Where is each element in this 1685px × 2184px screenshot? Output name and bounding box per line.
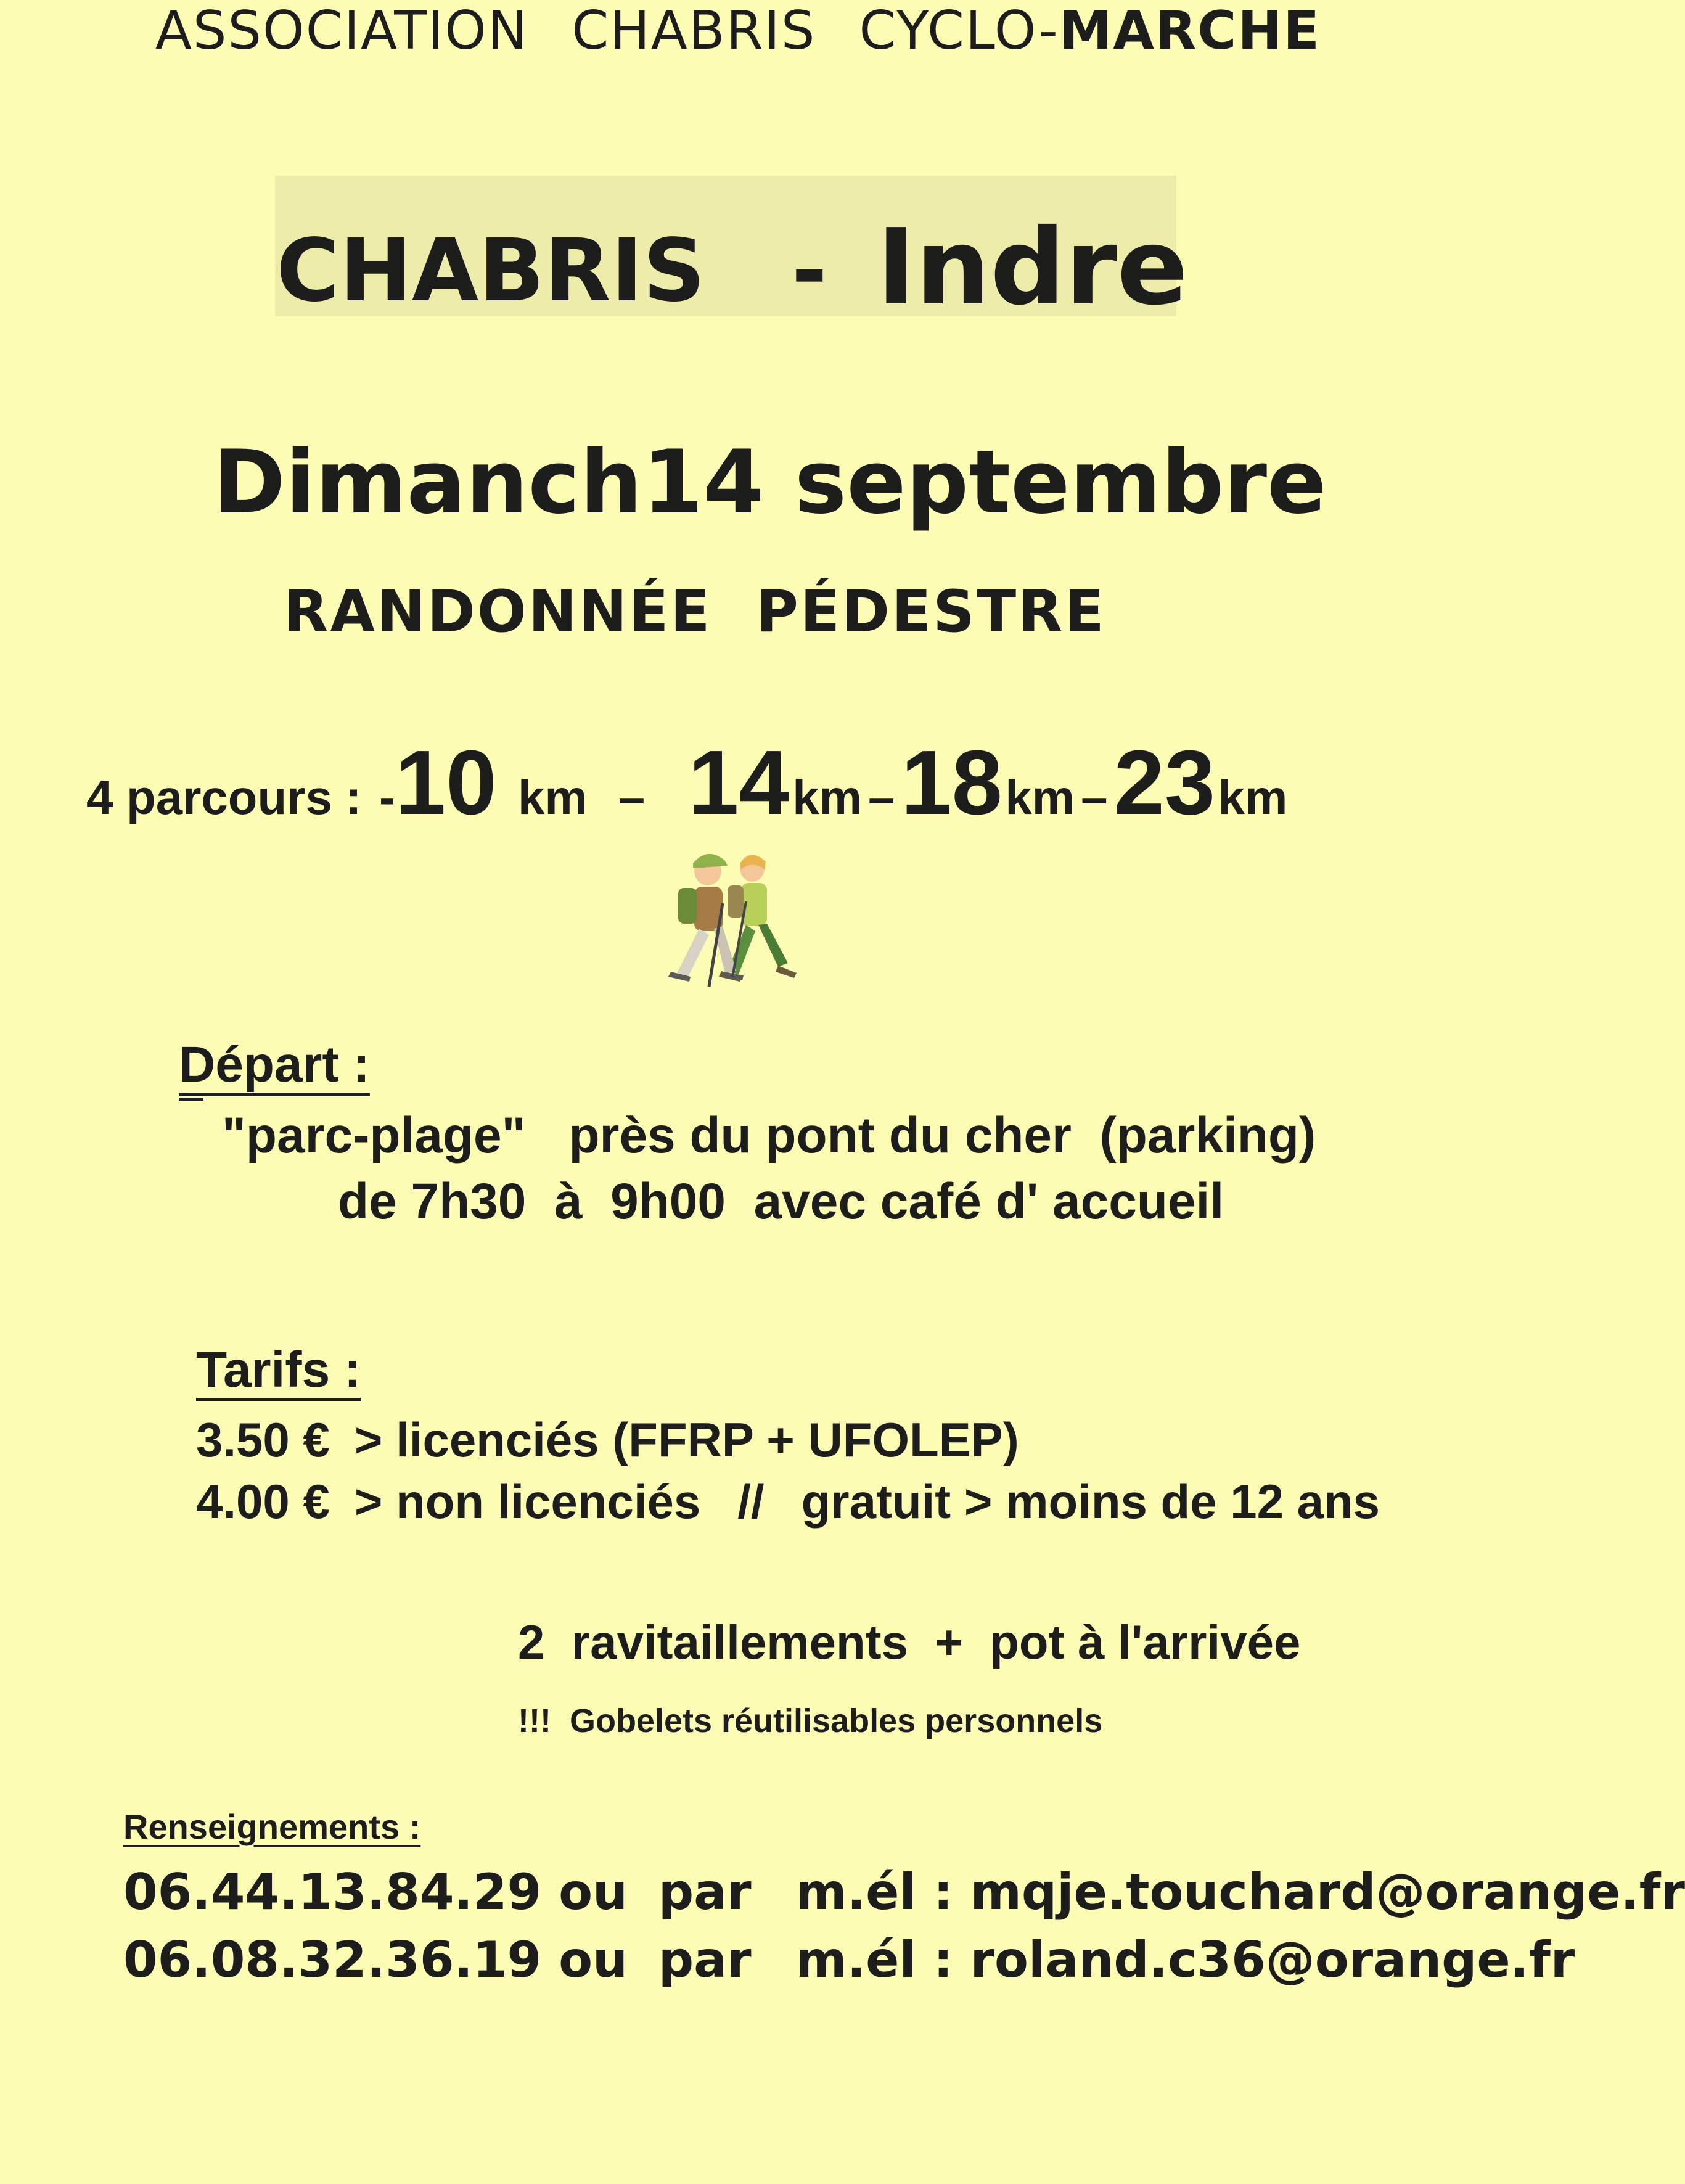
- route-distance: 18: [901, 732, 1002, 834]
- price-free-text: gratuit > moins de 12 ans: [801, 1474, 1380, 1529]
- date-day: 14: [642, 432, 765, 533]
- contact-email[interactable]: mqje.touchard@orange.fr: [970, 1863, 1685, 1921]
- headline-town: CHABRIS: [276, 221, 705, 321]
- route-distance: 14: [688, 732, 790, 834]
- event-type: RANDONNÉE PÉDESTRE: [284, 578, 1106, 646]
- cups-note: !!! Gobelets réutilisables personnels: [518, 1702, 1103, 1739]
- price-unlicensed: [196, 1474, 1380, 1530]
- price-licensed: [196, 1412, 1019, 1468]
- header-marche: MARCHE: [1059, 0, 1321, 62]
- header-town: CHABRIS: [572, 0, 816, 62]
- price-licensed-text: > licenciés (FFRP + UFOLEP): [354, 1413, 1019, 1467]
- contact-line: [123, 1931, 1575, 1989]
- association-header: [155, 0, 1321, 62]
- contact-by: par: [658, 1931, 752, 1989]
- header-association: ASSOCIATION: [155, 0, 529, 62]
- event-date: [213, 432, 1326, 533]
- route-separator: –: [1081, 770, 1108, 824]
- contact-by: par: [658, 1863, 752, 1921]
- headline-dash: -: [791, 221, 827, 321]
- route-distance: 10: [395, 732, 497, 834]
- routes-line: [86, 731, 1287, 835]
- route-distance: 23: [1113, 732, 1216, 834]
- date-weekday: Dimanch: [213, 432, 642, 533]
- departure-place-detail: près du pont du cher (parking): [568, 1107, 1316, 1164]
- date-month: septembre: [794, 432, 1327, 533]
- contact-or: ou: [559, 1863, 628, 1921]
- route-separator: –: [618, 770, 646, 824]
- departure-title: Départ :: [179, 1037, 370, 1093]
- departure-place: [222, 1107, 1316, 1165]
- contact-phone: 06.08.32.36.19: [123, 1931, 542, 1989]
- contact-email[interactable]: roland.c36@orange.fr: [970, 1931, 1575, 1989]
- route-unit: km: [792, 770, 862, 824]
- header-cyclo: CYCLO-: [859, 0, 1059, 62]
- price-unlicensed-amount: 4.00 €: [196, 1474, 330, 1529]
- supplies-note: 2 ravitaillements + pot à l'arrivée: [518, 1615, 1301, 1669]
- departure-place-quoted: "parc-plage": [222, 1107, 526, 1164]
- route-unit: km: [1005, 770, 1075, 824]
- contact-phone: 06.44.13.84.29: [123, 1863, 542, 1921]
- route-separator: –: [867, 770, 895, 824]
- headline-department: Indre: [876, 207, 1188, 329]
- price-licensed-amount: 3.50 €: [196, 1413, 330, 1467]
- routes-label: 4 parcours :: [86, 770, 362, 824]
- departure-underline-lead: [179, 1098, 203, 1101]
- price-divider: //: [737, 1474, 765, 1529]
- departure-time: de 7h30 à 9h00 avec café d' accueil: [338, 1173, 1224, 1230]
- contact-line: [123, 1863, 1685, 1921]
- info-title: Renseignements :: [123, 1807, 421, 1846]
- price-unlicensed-text: > non licenciés: [354, 1474, 701, 1529]
- route-unit: km: [1218, 770, 1288, 824]
- headline: [276, 203, 1188, 329]
- route-unit: km: [518, 770, 588, 824]
- contact-or: ou: [559, 1931, 628, 1989]
- hikers-icon: [635, 845, 820, 999]
- contact-email-label: m.él :: [795, 1931, 953, 1989]
- pricing-title: Tarifs :: [196, 1342, 361, 1398]
- routes-lead-dash: -: [379, 770, 395, 824]
- contact-email-label: m.él :: [795, 1863, 953, 1921]
